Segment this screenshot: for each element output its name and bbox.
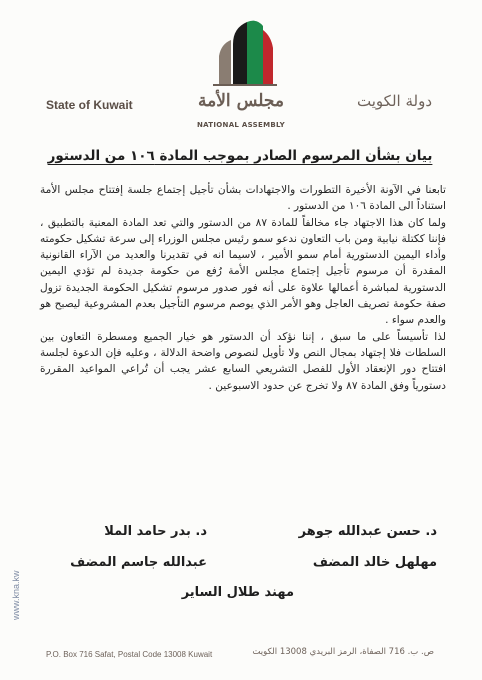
assembly-name-english: NATIONAL ASSEMBLY	[196, 121, 286, 129]
signatory-name: مهلهل خالد المضف	[312, 555, 437, 570]
signatory-name: عبدالله جاسم المضف	[70, 555, 207, 570]
assembly-name-arabic: مجلس الأمة	[198, 91, 284, 111]
signatory-name: مهند طلال الساير	[181, 585, 294, 600]
paragraph-conclusion: لذا تأسيساً على ما سبق ، إننا نؤكد أن الدستور هو خيار الجميع ومسطرة التعاون بين السلطات فلا إجتهاد بمجال النص ولا تأويل لنصوص واضحة الدلالة ، وعليه فإن الدعوة لجلسة افتتاح دور الإنعقاد الأول للفصل التشريعي السابع عشر يجب أن تُراعي المواعيد المقررة دستورياً وفق المادة ٨٧ ولا تخرج عن حدود الاسبوعين .	[40, 330, 446, 392]
signatory-name: د. بدر حامد الملا	[104, 524, 207, 539]
footer-address-english: P.O. Box 716 Safat, Postal Code 13008 Kuwait	[46, 650, 213, 659]
state-name-arabic: دولة الكويت	[357, 92, 432, 110]
national-assembly-emblem-icon	[193, 14, 289, 90]
state-name-english: State of Kuwait	[46, 98, 133, 112]
paragraph-intro: تابعنا في الآونة الأخيرة التطورات والاجتهادات بشأن تأجيل إجتماع جلسة إفتتاح مجلس الأمة استناداً الى المادة ١٠٦ من الدستور .	[40, 184, 446, 213]
paragraph-argument: ولما كان هذا الاجتهاد جاء مخالفاً للمادة ٨٧ من الدستور والتي تعد المادة المعنية بالتطبيق ، فإننا ككتلة نيابية ومن باب التعاون ندعو سمو رئيس مجلس الوزراء إلى سرعة تشكيل حكومته وأداء اليمين الدستورية أمام سمو الأمير ، لاسيما انه في تقديرنا والعديد من الآراء القانونية المقدرة أن مرسوم تأجيل إجتماع مجلس الأمة رُفع من حكومة جديدة لم تؤدي اليمين الدستورية لمباشرة أعمالها علاوة على أنه فور صدور مرسوم تشكيل الحكومة الجديدة تزول صفة حكومة تصريف العاجل وهو الأمر الذي يوصم مرسوم التأجيل بعدم المشروعية ليصبح هو والعدم سواء .	[40, 216, 447, 327]
signatory-name: د. حسن عبدالله جوهر	[298, 524, 437, 539]
letterhead	[0, 0, 482, 145]
national-assembly-logo	[193, 14, 289, 136]
statement-title: بيان بشأن المرسوم الصادر بموجب المادة ١٠٦ من الدستور	[47, 148, 433, 164]
statement-body	[40, 182, 446, 394]
kna-watermark: www.kna.kw	[11, 570, 21, 620]
footer-address-arabic: ص. ب. 716 الصفاة، الرمز البريدي 13008 الكويت	[252, 647, 434, 657]
